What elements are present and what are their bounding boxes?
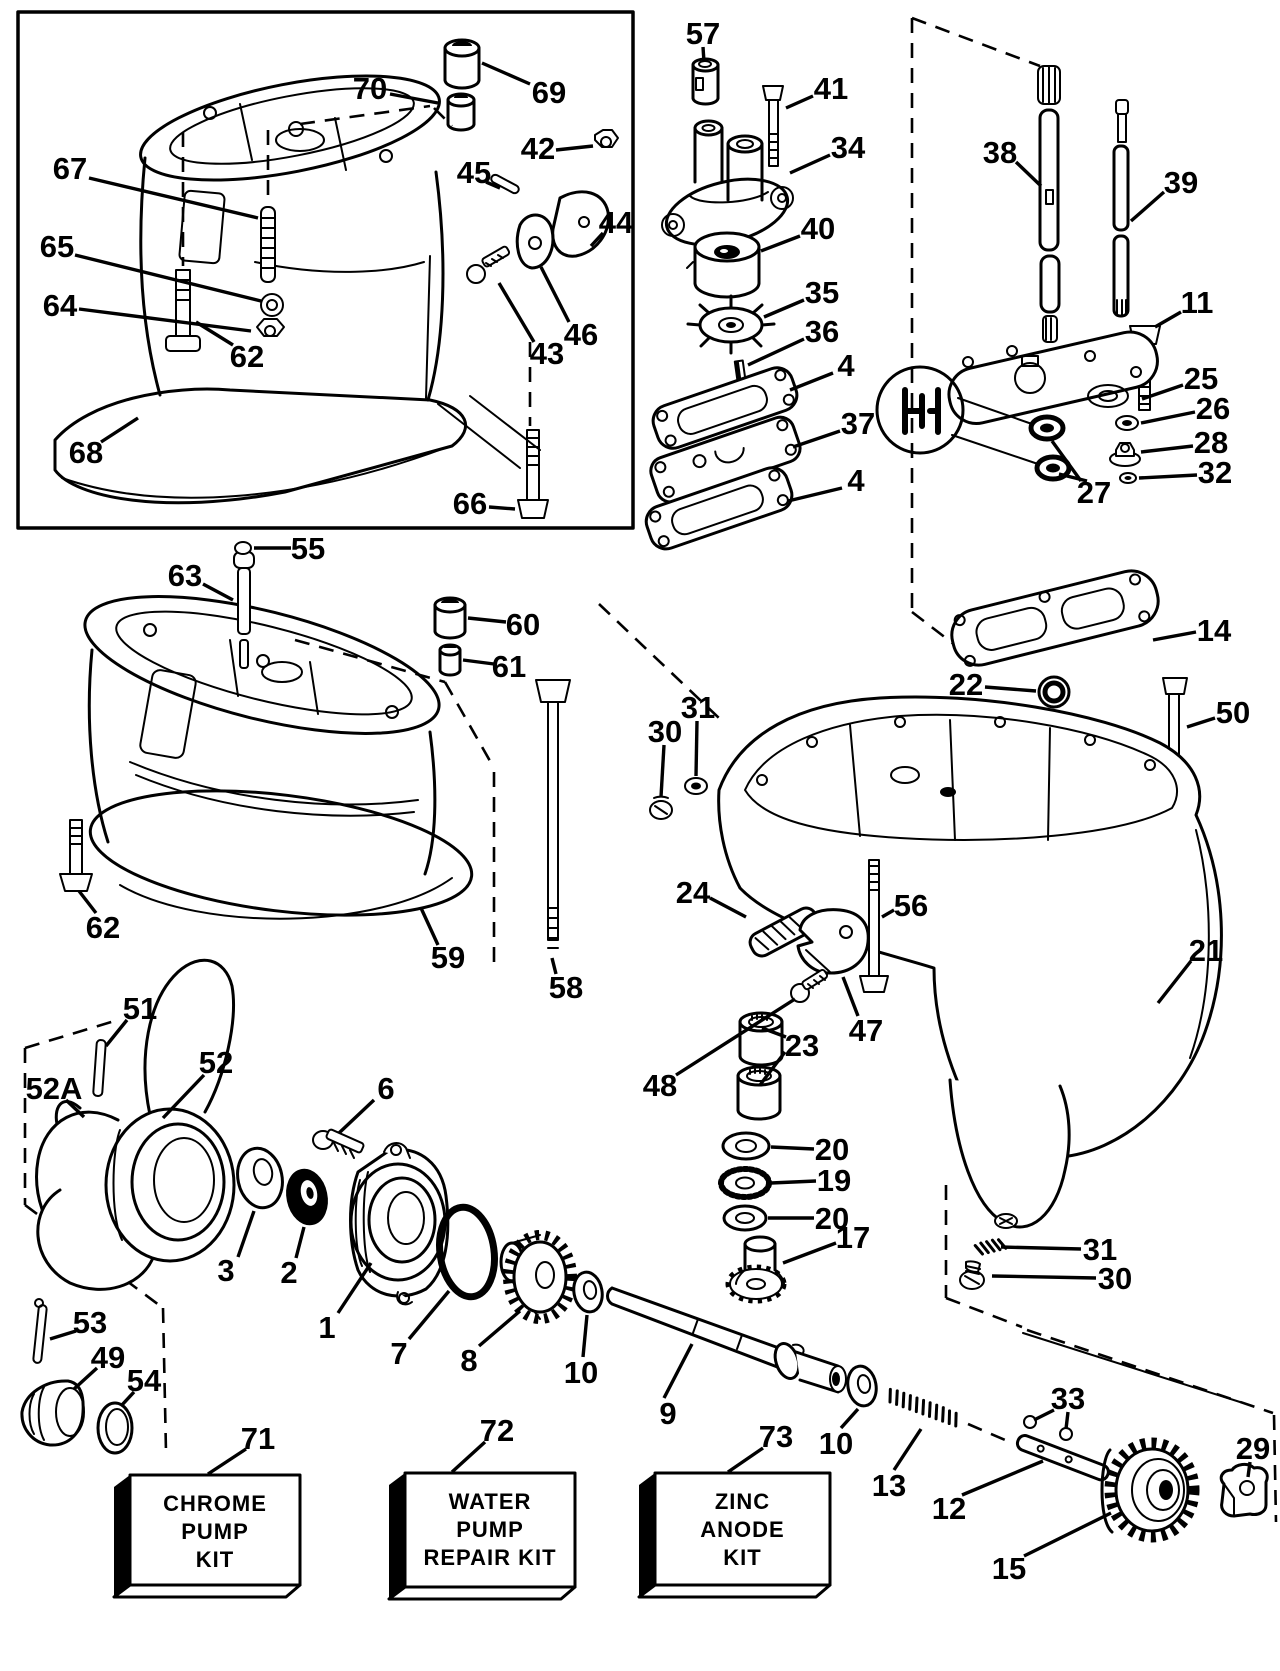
callout-c49: 49 (90, 1340, 126, 1375)
callout-c62a: 62 (229, 339, 265, 374)
leader-line-c10a (583, 1315, 587, 1357)
screw-30-upper (650, 797, 672, 819)
leader-line-c39 (1131, 192, 1164, 221)
leader-line-c43 (499, 283, 534, 342)
callout-c30a: 30 (647, 714, 683, 749)
washer-54 (98, 1403, 132, 1453)
screw-43 (467, 246, 510, 283)
shear-pin-51 (93, 1040, 106, 1096)
leader-line-c38 (1016, 162, 1041, 186)
callout-c8: 8 (460, 1343, 478, 1378)
kit-box-72 (389, 1413, 575, 1599)
callout-c12: 12 (931, 1491, 967, 1526)
leader-line-c17 (783, 1243, 836, 1263)
nut-65 (261, 294, 283, 316)
kit-box-72-line-2: PUMP (456, 1517, 524, 1542)
washer-20-lower (724, 1206, 766, 1230)
callout-c37: 37 (840, 406, 876, 441)
leader-line-c24 (710, 898, 746, 917)
callout-kit-72: 72 (479, 1413, 515, 1448)
kit-box-bottom (639, 1585, 830, 1597)
callout-c35: 35 (804, 275, 840, 310)
leader-line-c26 (1141, 412, 1195, 423)
leader-line-c12 (962, 1461, 1043, 1495)
callout-c54: 54 (126, 1363, 162, 1398)
callout-c17: 17 (835, 1220, 871, 1255)
callout-c31b: 31 (1082, 1232, 1118, 1267)
callout-c67: 67 (52, 151, 88, 186)
nut-42 (595, 130, 618, 147)
prop-nut-49 (22, 1381, 84, 1445)
washer-31-upper (685, 778, 707, 794)
callout-c70: 70 (352, 71, 388, 106)
leader-line-c66 (489, 507, 515, 509)
leader-line-c1 (338, 1263, 371, 1313)
callout-c20b: 20 (814, 1201, 850, 1236)
grommet-57 (693, 59, 718, 104)
callout-c56: 56 (893, 888, 929, 923)
bearing-housing-1 (351, 1143, 448, 1304)
propeller-group (22, 960, 605, 1453)
extension-housing-59 (60, 542, 570, 970)
washer-10-rear (845, 1364, 880, 1408)
callout-c31a: 31 (680, 690, 716, 725)
leader-line-c37 (793, 431, 840, 447)
nut-28 (1110, 443, 1140, 466)
clutch-gear-15 (1102, 1443, 1194, 1537)
leader-line-c9 (664, 1344, 692, 1398)
callout-c40: 40 (800, 211, 836, 246)
callout-c9: 9 (659, 1396, 677, 1431)
seals-27 (1031, 417, 1069, 479)
bolt-41 (763, 86, 783, 166)
callout-c21: 21 (1188, 933, 1224, 968)
callout-c22: 22 (948, 667, 984, 702)
washer-20-upper (723, 1133, 769, 1159)
kit-box-side (639, 1473, 655, 1597)
nut-64 (257, 319, 284, 336)
leader-line-c50 (1187, 718, 1215, 727)
extension-housing-68 (52, 56, 466, 503)
callout-c1: 1 (318, 1310, 336, 1345)
callout-kit-73: 73 (758, 1419, 794, 1454)
leader-line-c13 (894, 1429, 921, 1470)
callout-c34: 34 (830, 130, 866, 165)
callout-c30b: 30 (1097, 1261, 1133, 1296)
bolt-62-lower (60, 820, 92, 891)
kit-box-71-line-1: CHROME (163, 1491, 267, 1516)
leader-line-c4a (790, 373, 833, 390)
washer-plate-46 (517, 215, 553, 268)
callout-c10a: 10 (563, 1355, 599, 1390)
kit-box-71 (114, 1421, 300, 1597)
leader-line-c11 (1155, 312, 1181, 327)
impeller-35 (688, 296, 774, 353)
leader-line-c41 (786, 96, 813, 108)
callout-c63: 63 (167, 558, 203, 593)
kit-box-72-line-1: WATER (448, 1489, 532, 1514)
leader-line-kit-73 (728, 1448, 763, 1472)
callout-c45: 45 (456, 155, 492, 190)
kit-boxes (114, 1413, 830, 1599)
leader-line-c4b (788, 488, 842, 501)
pump-cup-40 (687, 233, 759, 297)
bearing-22 (1039, 677, 1069, 707)
callout-c15: 15 (991, 1551, 1027, 1586)
callout-c58: 58 (548, 970, 584, 1005)
callout-c55: 55 (290, 531, 326, 566)
callout-c41: 41 (813, 71, 849, 106)
leader-line-c14 (1153, 632, 1196, 640)
gasket-14 (946, 565, 1163, 670)
callout-c60: 60 (505, 607, 541, 642)
pivot-pin-63 (234, 552, 254, 668)
leader-line-c42 (556, 146, 593, 150)
callout-c59: 59 (430, 940, 466, 975)
callout-c39: 39 (1163, 165, 1199, 200)
callout-c57: 57 (685, 16, 721, 51)
callout-c2: 2 (280, 1255, 298, 1290)
bushing-60 (435, 598, 465, 638)
callout-c42: 42 (520, 131, 556, 166)
bolt-62-upper (166, 132, 200, 351)
leader-line-c40 (761, 236, 800, 251)
leader-line-c67 (89, 178, 258, 218)
shift-rod-39 (1114, 100, 1128, 316)
o-ring-55 (235, 542, 251, 554)
callout-c20a: 20 (814, 1132, 850, 1167)
thrust-bearing-19 (721, 1169, 769, 1197)
callout-c51: 51 (122, 991, 158, 1026)
callout-c13: 13 (871, 1468, 907, 1503)
bushing-61 (440, 645, 460, 675)
leader-line-c8 (479, 1311, 520, 1346)
kit-box-72-line-3: REPAIR KIT (423, 1545, 557, 1570)
callout-c7: 7 (390, 1336, 408, 1371)
callout-c52: 52 (198, 1045, 234, 1080)
leader-line-c64 (79, 309, 251, 331)
leader-line-c3 (238, 1211, 254, 1257)
kit-box-side (389, 1473, 405, 1599)
kit-box-side (114, 1475, 130, 1597)
callout-c28: 28 (1193, 425, 1229, 460)
leader-line-c61 (463, 660, 494, 664)
leader-line-c46 (541, 267, 569, 322)
leader-line-c31a (696, 721, 697, 776)
callout-c23: 23 (784, 1028, 820, 1063)
leader-line-c47 (843, 977, 858, 1016)
pinion-gear-17 (730, 1237, 784, 1299)
leader-line-c7 (409, 1291, 449, 1339)
leader-line-c2 (296, 1227, 304, 1258)
forward-gear-8 (501, 1235, 572, 1319)
leader-line-c60 (468, 618, 506, 622)
callout-c19: 19 (816, 1163, 852, 1198)
leader-line-c22 (985, 687, 1036, 691)
callout-c27: 27 (1076, 475, 1112, 510)
leader-line-c20a (771, 1147, 814, 1149)
leader-line-c19 (771, 1181, 816, 1183)
washer-10-front (571, 1270, 606, 1314)
shift-pin-12 (1015, 1433, 1110, 1481)
cotter-pin-53 (33, 1299, 47, 1363)
callout-c14: 14 (1196, 613, 1232, 648)
callout-c36: 36 (804, 314, 840, 349)
callout-c38: 38 (982, 135, 1018, 170)
retainer-29 (1221, 1464, 1267, 1516)
prop-shaft-9 (608, 1288, 847, 1392)
washer-26 (1116, 416, 1138, 430)
callout-c47: 47 (848, 1013, 884, 1048)
bushing-69 (445, 40, 479, 88)
leader-line-c34 (790, 155, 830, 173)
callout-c48: 48 (642, 1068, 678, 1103)
callout-kit-71: 71 (240, 1421, 276, 1456)
screw-30-lower (960, 1261, 984, 1289)
leader-line-c69 (482, 63, 530, 84)
leader-line-c32 (1139, 475, 1197, 478)
callout-c25: 25 (1183, 361, 1219, 396)
callout-c4b: 4 (847, 463, 865, 498)
screw-48 (791, 969, 828, 1002)
leader-line-c63 (203, 584, 233, 600)
bolt-58 (536, 680, 570, 948)
kit-box-71-line-2: PUMP (181, 1519, 249, 1544)
callout-c24: 24 (675, 875, 711, 910)
callout-c32: 32 (1197, 455, 1233, 490)
kit-box-73 (639, 1419, 830, 1597)
anode-47 (798, 910, 868, 973)
callout-c50: 50 (1215, 695, 1251, 730)
callout-c6: 6 (377, 1071, 395, 1106)
driveshaft-38 (1038, 66, 1060, 342)
screw-6 (313, 1129, 364, 1158)
leader-line-c35 (764, 300, 804, 317)
washer-32 (1120, 473, 1136, 483)
callout-c68: 68 (68, 435, 104, 470)
callout-c66: 66 (452, 486, 488, 521)
stud-67 (261, 130, 275, 282)
leader-line-c28 (1141, 446, 1193, 452)
leader-line-c30a (661, 745, 664, 797)
driveshaft-group (877, 18, 1187, 800)
callout-c3: 3 (217, 1253, 235, 1288)
spring-13 (886, 1388, 1012, 1443)
thrust-washer-3 (232, 1144, 288, 1212)
seal-2 (283, 1167, 331, 1228)
callout-c4a: 4 (837, 348, 855, 383)
kit-box-73-line-1: ZINC (714, 1489, 771, 1514)
leader-line-c6 (339, 1100, 374, 1133)
callout-c69: 69 (531, 75, 567, 110)
leader-line-c15 (1024, 1513, 1111, 1556)
leader-line-c31b (1001, 1247, 1081, 1249)
leader-line-c68 (101, 418, 138, 442)
leader-line-c30b (992, 1276, 1096, 1278)
callout-c44: 44 (598, 205, 634, 240)
callout-c43: 43 (529, 336, 565, 371)
water-pump-stack (599, 59, 804, 718)
callout-c33: 33 (1050, 1381, 1086, 1416)
kit-box-73-line-3: KIT (723, 1545, 762, 1570)
kit-box-bottom (389, 1587, 575, 1599)
callout-c11: 11 (1180, 285, 1214, 320)
callout-c10b: 10 (818, 1426, 854, 1461)
kit-box-71-line-3: KIT (195, 1547, 235, 1572)
kit-box-bottom (114, 1585, 300, 1597)
callout-c62b: 62 (85, 910, 121, 945)
callout-c53: 53 (72, 1305, 108, 1340)
kit-box-73-line-2: ANODE (700, 1517, 785, 1542)
callout-c46: 46 (563, 317, 599, 352)
callout-c52A: 52A (25, 1071, 83, 1106)
callout-c29: 29 (1235, 1431, 1271, 1466)
leader-line-c65 (75, 255, 261, 301)
callout-c64: 64 (42, 288, 78, 323)
callout-c61: 61 (491, 649, 527, 684)
callout-c65: 65 (39, 229, 75, 264)
callout-c26: 26 (1195, 391, 1231, 426)
